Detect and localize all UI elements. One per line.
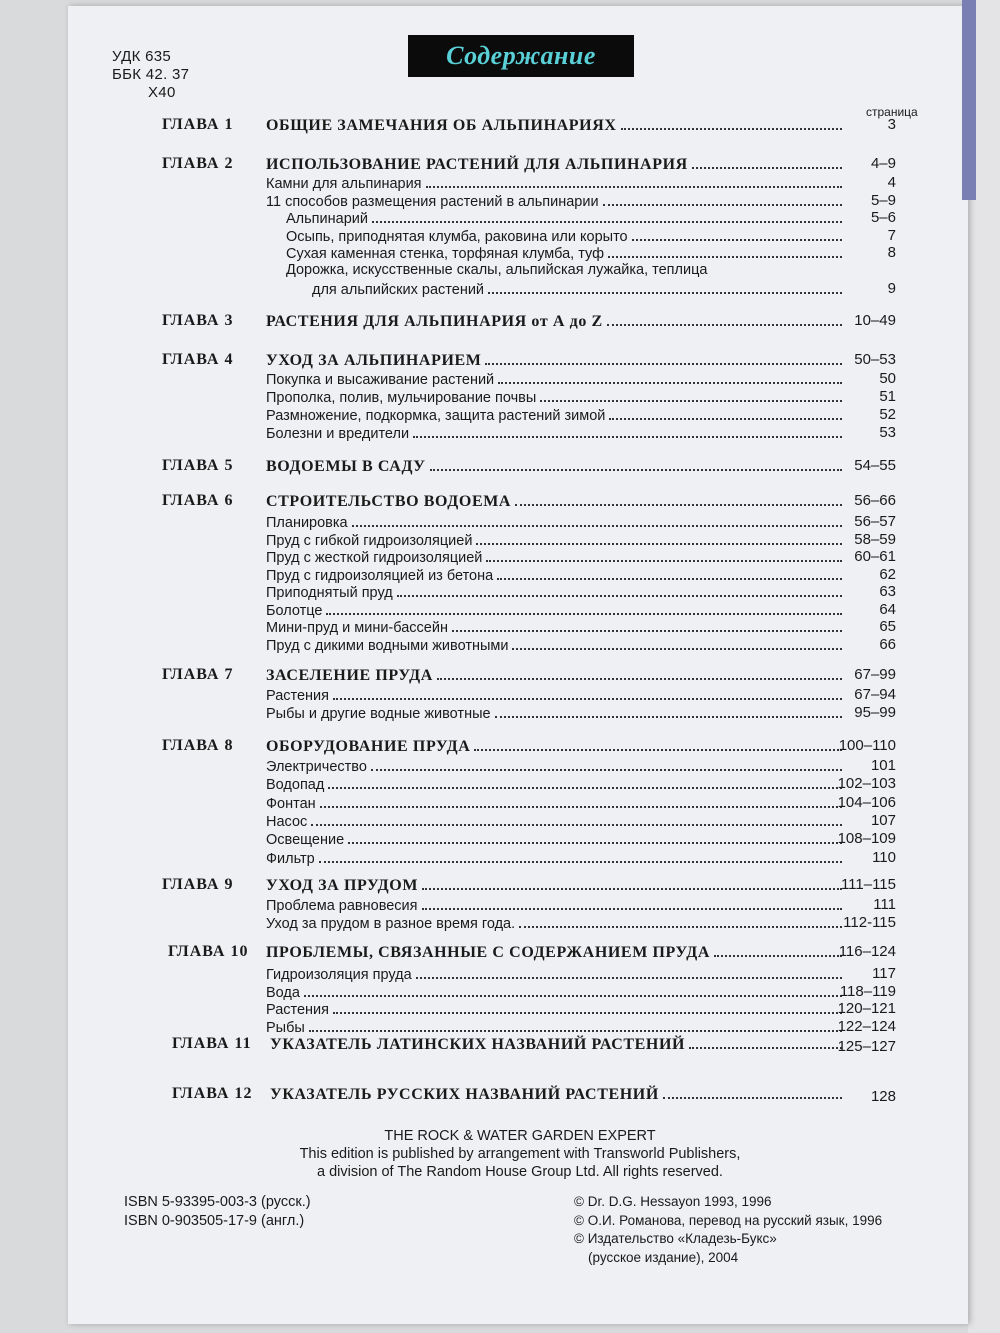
toc-chapter-row [0,116,1000,136]
chapter-title: УКАЗАТЕЛЬ РУССКИХ НАЗВАНИЙ РАСТЕНИЙ [270,1086,659,1103]
subitem-text: Сухая каменная стенка, торфяная клумба, туф [286,246,605,263]
leader-dots [474,737,842,751]
subitem-pages: 62 [879,565,896,583]
toc-subitem-row [0,914,1000,934]
copyright-line: © О.И. Романова, перевод на русский язык, 1996 [574,1212,883,1228]
chapter-title-line [266,116,846,135]
subitem-line [266,896,846,914]
subitem-line [266,757,846,775]
leader-dots [498,370,842,384]
chapter-pages: 128 [870,1088,896,1105]
subitem-text: Рыбы [266,1019,305,1036]
chapter-pages: 100–110 [838,737,896,754]
leader-dots [422,896,843,910]
page-column-label: страница [866,105,918,119]
leader-dots [328,775,842,789]
subitem-text: Болезни и вредители [266,426,410,442]
subitem-text: Рыбы и другие водные животные [266,706,491,722]
toc-subitem-row [0,636,1000,656]
leader-dots [416,965,842,979]
colophon-line: This edition is published by arrangement with Transworld Publishers, [299,1146,741,1162]
leader-dots [607,312,842,326]
subitem-line [266,406,846,424]
leader-dots [352,513,842,527]
leader-dots [519,914,842,928]
subitem-line [266,1018,846,1036]
subitem-line [266,704,846,722]
chapter-title: УХОД ЗА ПРУДОМ [266,877,419,894]
toc-chapter-row [0,492,1000,512]
chapter-number: ГЛАВА 8 [162,737,234,754]
subitem-text: для альпийских растений [312,281,485,298]
chapter-title-line [266,492,846,511]
toc-subitem-row [0,757,1000,777]
subitem-line [266,1000,846,1018]
toc-chapter-row [0,155,1000,175]
leader-dots [326,601,842,615]
subitem-text: Приподнятый пруд [266,585,393,601]
chapter-pages: 4–9 [870,155,896,172]
subitem-line [266,513,846,531]
leader-dots [497,566,842,580]
chapter-title-line [266,155,846,174]
subitem-pages: 122–124 [837,1017,896,1035]
leader-dots [348,830,842,844]
leader-dots [495,704,842,718]
leader-dots [608,244,842,258]
subitem-pages: 7 [887,226,896,244]
leader-dots [311,812,842,826]
subitem-text: Дорожка, искусственные скалы, альпийская лужайка, теплица [286,262,708,278]
leader-dots [309,1018,842,1032]
copyright-line: © Издательство «Кладезь-Букс» [574,1231,777,1246]
chapter-title-line [266,666,846,685]
subitem-text: Болотце [266,602,323,619]
subitem-text: Растения [266,1002,330,1018]
subitem-line [266,174,846,192]
toc-subitem-row [0,424,1000,444]
subitem-text: Водопад [266,777,325,794]
leader-dots [333,686,842,700]
subitem-text: Пруд с гидроизоляцией из бетона [266,567,494,584]
toc-subitem-row [0,686,1000,706]
toc-chapter-row [0,457,1000,477]
subitem-pages: 5–9 [870,191,896,209]
subitem-text: Осыпь, приподнятая клумба, раковина или корыто [286,228,628,245]
subitem-text: Гидроизоляция пруда [266,967,412,983]
chapter-title-line [266,876,846,895]
subitem-line [312,280,846,298]
subitem-text: Вода [266,984,300,1001]
chapter-pages: 116–124 [838,943,896,960]
bbk-code: ББК 42. 37 [112,66,190,83]
toc-subitem-row [0,775,1000,795]
subitem-text: Размножение, подкормка, защита растений зимой [266,408,606,424]
subitem-text: Освещение [266,832,345,849]
leader-dots [488,280,842,294]
subitem-pages: 66 [879,635,896,653]
subitem-line [266,531,846,549]
chapter-title: ОБОРУДОВАНИЕ ПРУДА [266,738,471,755]
chapter-number: ГЛАВА 2 [162,155,234,172]
subitem-pages: 112-115 [843,914,896,931]
subitem-text: Альпинарий [286,211,368,228]
toc-subitem-row [0,830,1000,850]
toc-chapter-row [0,1035,1000,1055]
chapter-title: ИСПОЛЬЗОВАНИЕ РАСТЕНИЙ ДЛЯ АЛЬПИНАРИЯ [266,156,688,173]
subitem-pages: 8 [887,244,896,262]
chapter-title: УКАЗАТЕЛЬ ЛАТИНСКИХ НАЗВАНИЙ РАСТЕНИЙ [270,1036,686,1053]
toc-chapter-row [0,737,1000,757]
isbn-russian: ISBN 5-93395-003-3 (русск.) [124,1194,311,1210]
chapter-pages: 111–115 [840,876,896,893]
chapter-pages: 3 [887,116,896,133]
isbn-block [124,1193,311,1231]
subitem-line [286,244,846,262]
toc-subitem-row [0,849,1000,869]
subitem-pages: 110 [872,848,896,866]
subitem-text: Прополка, полив, мульчирование почвы [266,390,537,406]
subitem-pages: 102–103 [837,775,896,793]
subitem-pages: 108–109 [837,830,896,848]
leader-dots [372,209,842,223]
subitem-pages: 104–106 [837,793,896,811]
udk-code: УДК 635 [112,48,172,65]
toc-chapter-row [0,943,1000,963]
toc-subitem-row [0,406,1000,426]
subitem-line [286,227,846,245]
chapter-title-line [266,737,846,756]
chapter-title: ПРОБЛЕМЫ, СВЯЗАННЫЕ С СОДЕРЖАНИЕМ ПРУДА [266,944,711,961]
toc-subitem-row [0,812,1000,832]
leader-dots [632,227,842,241]
chapter-number: ГЛАВА 6 [162,492,234,509]
chapter-number: ГЛАВА 12 [172,1085,253,1102]
subitem-pages: 56–57 [854,513,896,530]
subitem-pages: 52 [879,406,896,423]
toc-subitem-row [0,388,1000,408]
colophon [200,1127,840,1181]
toc-subitem-row [0,370,1000,390]
chapter-pages: 54–55 [854,457,896,474]
subitem-line [266,849,846,867]
chapter-title-line [270,1035,846,1054]
subitem-pages: 101 [870,757,896,774]
chapter-pages: 50–53 [854,351,896,368]
chapter-title-line [266,312,846,331]
subitem-text: Покупка и высаживание растений [266,372,495,388]
subitem-line [266,775,846,793]
leader-dots [319,849,842,863]
leader-dots [452,618,842,632]
subitem-text: Планировка [266,515,348,531]
subitem-pages: 95–99 [854,704,896,721]
colophon-line: a division of The Random House Group Ltd. All rights reserved. [317,1164,723,1180]
subitem-pages: 58–59 [854,530,896,548]
subitem-text: Растения [266,688,330,704]
leader-dots [714,943,842,957]
chapter-number: ГЛАВА 10 [168,943,249,960]
subitem-pages: 117 [872,965,896,982]
chapter-title-line [266,457,846,476]
subitem-line [266,983,846,1001]
subitem-pages: 107 [870,811,896,829]
subitem-line [286,209,846,227]
toc-chapter-row [0,876,1000,896]
subitem-line [266,388,846,406]
subitem-pages: 60–61 [854,548,896,565]
toc-chapter-row [0,666,1000,686]
copyright-line: © Dr. D.G. Hessayon 1993, 1996 [574,1194,772,1209]
chapter-number: ГЛАВА 3 [162,312,234,329]
subitem-line [266,636,846,654]
chapter-title: ОБЩИЕ ЗАМЕЧАНИЯ ОБ АЛЬПИНАРИЯХ [266,117,617,134]
chapter-pages: 10–49 [854,312,896,329]
subitem-text: Электричество [266,759,367,775]
subitem-line [266,914,846,932]
toc-chapter-row [0,351,1000,371]
leader-dots [515,492,842,506]
leader-dots [485,351,842,365]
chapter-number: ГЛАВА 4 [162,351,234,368]
isbn-english: ISBN 0-903505-17-9 (англ.) [124,1213,305,1229]
subitem-line [266,370,846,388]
toc-chapter-row [0,1085,1000,1105]
subitem-text: Уход за прудом в разное время года. [266,916,516,932]
leader-dots [476,531,842,545]
subitem-text: Фонтан [266,795,316,812]
leader-dots [486,548,842,562]
chapter-number: ГЛАВА 9 [162,876,234,893]
subitem-line [266,965,846,983]
subitem-line [266,424,846,442]
chapter-pages: 56–66 [854,492,896,509]
subitem-pages: 51 [879,388,896,405]
author-mark: Х40 [148,84,176,101]
chapter-title: РАСТЕНИЯ ДЛЯ АЛЬПИНАРИЯ от А до Z [266,313,603,330]
chapter-title: УХОД ЗА АЛЬПИНАРИЕМ [266,352,482,369]
chapter-title: СТРОИТЕЛЬСТВО ВОДОЕМА [266,493,512,510]
leader-dots [413,424,842,438]
copyright-line: (русское издание), 2004 [588,1249,739,1265]
classification-codes [112,48,189,102]
subitem-line [266,601,846,619]
chapter-number: ГЛАВА 5 [162,457,234,474]
toc-subitem-row [0,704,1000,724]
subitem-line [266,812,846,830]
subitem-pages: 67–94 [854,686,896,703]
subitem-line [266,618,846,636]
leader-dots [609,406,842,420]
subitem-text: Пруд с дикими водными животными [266,637,509,654]
leader-dots [512,636,842,650]
copyright-block [574,1193,882,1267]
chapter-title-line [266,943,846,962]
subitem-line [266,830,846,848]
leader-dots [371,757,842,771]
leader-dots [692,155,842,169]
leader-dots [320,794,842,808]
subitem-line [266,583,846,601]
leader-dots [663,1085,842,1099]
subitem-text: 11 способов размещения растений в альпинарии [266,193,599,210]
leader-dots [333,1000,842,1014]
chapter-number: ГЛАВА 1 [162,116,234,133]
subitem-pages: 4 [887,174,896,191]
toc-subitem-row [0,794,1000,814]
leader-dots [621,116,842,130]
leader-dots [304,983,842,997]
subitem-text: Проблема равновесия [266,898,418,914]
subitem-text: Пруд с гибкой гидроизоляцией [266,532,473,549]
leader-dots [437,666,842,680]
subitem-text: Мини-пруд и мини-бассейн [266,620,448,636]
subitem-pages: 5–6 [870,209,896,227]
leader-dots [603,192,842,206]
leader-dots [426,174,842,188]
leader-dots [422,876,842,890]
subitem-pages: 53 [879,424,896,441]
subitem-line [266,566,846,584]
leader-dots [540,388,842,402]
subitem-line [266,794,846,812]
subitem-pages: 111 [873,896,896,913]
page-title: Содержание [446,41,596,70]
subitem-line [266,548,846,566]
chapter-title-line [266,351,846,370]
subitem-pages: 63 [879,583,896,600]
subitem-text: Камни для альпинария [266,176,422,192]
subitem-line [266,686,846,704]
subitem-text: Насос [266,813,308,830]
chapter-number: ГЛАВА 11 [172,1035,252,1052]
subitem-pages: 120–121 [837,1000,896,1017]
chapter-number: ГЛАВА 7 [162,666,234,683]
subitem-line [266,192,846,210]
contents-title-banner [408,35,634,77]
chapter-title: ВОДОЕМЫ В САДУ [266,458,426,475]
subitem-pages: 50 [879,370,896,387]
chapter-title: ЗАСЕЛЕНИЕ ПРУДА [266,667,433,684]
subitem-text: Пруд с жесткой гидроизоляцией [266,550,483,566]
toc-subitem-row [0,280,1000,300]
subitem-pages: 65 [879,618,896,635]
subitem-pages: 118–119 [839,982,896,1000]
chapter-title-line [270,1085,846,1104]
subitem-pages: 64 [879,600,896,618]
leader-dots [430,457,842,471]
leader-dots [397,583,842,597]
subitem-pages: 9 [887,279,896,297]
subitem-text: Фильтр [266,850,315,867]
toc-subitem-row [0,896,1000,916]
toc-chapter-row [0,312,1000,332]
leader-dots [689,1035,842,1049]
chapter-pages: 125–127 [837,1038,896,1055]
colophon-line: THE ROCK & WATER GARDEN EXPERT [384,1128,656,1144]
chapter-pages: 67–99 [854,666,896,683]
